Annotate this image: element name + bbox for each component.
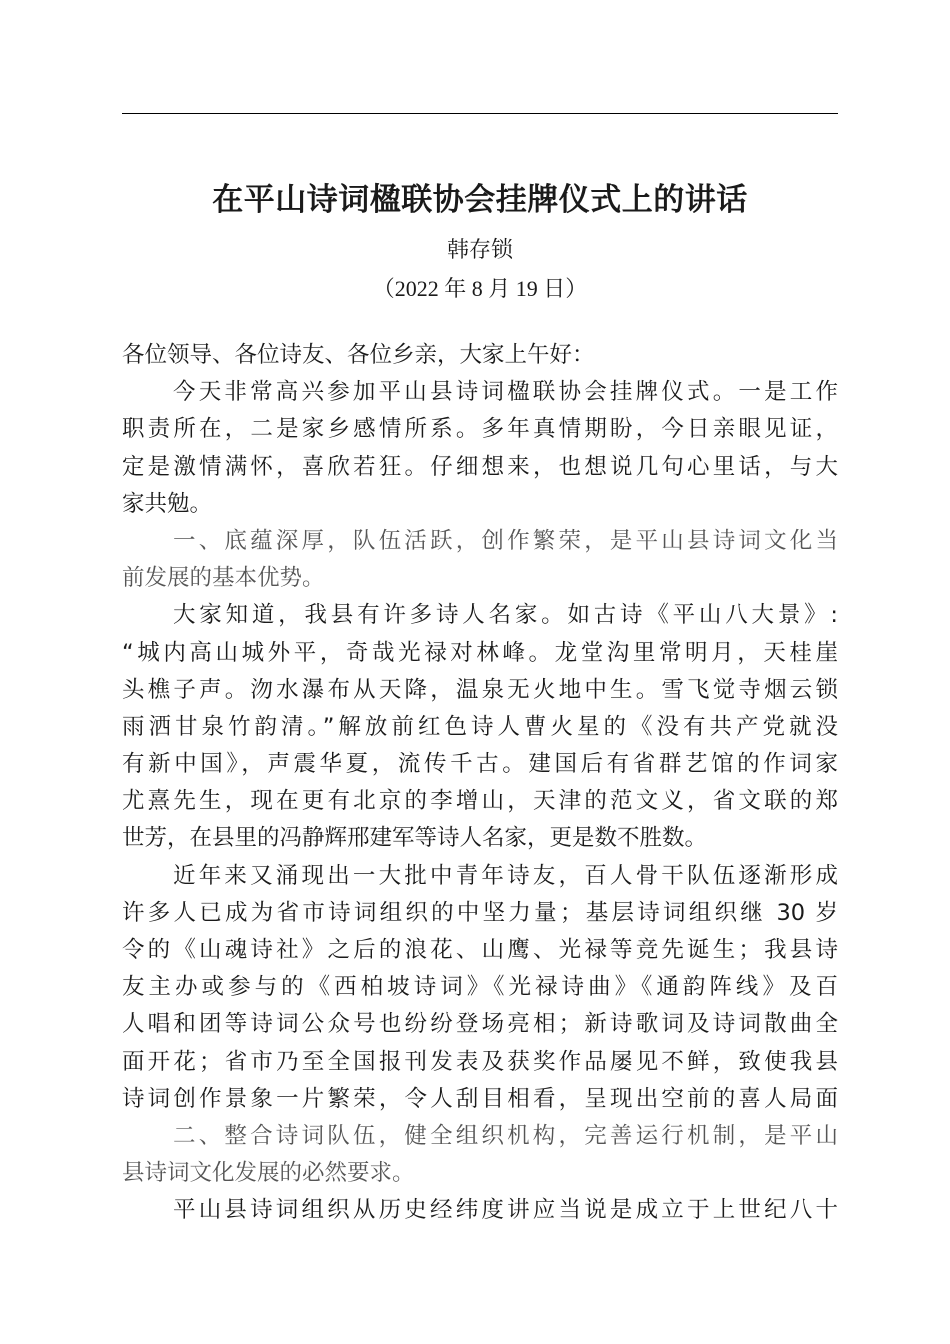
section-heading-line: 前发展的基本优势。: [122, 565, 325, 592]
text-line: 令的《山魂诗社》之后的浪花、山鹰、光禄等竞先诞生；我县诗: [122, 937, 838, 963]
date-close-paren: ）: [565, 277, 588, 302]
text-line: 面开花；省市乃至全国报刊发表及获奖作品屡见不鲜，致使我县: [122, 1048, 838, 1075]
text-line: 人唱和团等诗词公众号也纷纷登场亮相；新诗歌词及诗词散曲全: [122, 1011, 838, 1038]
speech-date: [122, 270, 838, 308]
document-page: [122, 170, 838, 1230]
text-line: 有新中国》，声震华夏，流传千古。建国后有省群艺馆的作词家: [122, 751, 838, 778]
text-line: “城内高山城外平，奇哉光禄对林峰。龙堂沟里常明月，天桂崖: [122, 639, 838, 666]
section-heading-line: 一、底蕴深厚，队伍活跃，创作繁荣，是平山县诗词文化当: [173, 527, 838, 554]
text-line: 友主办或参与的《西柏坡诗词》《光禄诗曲》《通韵阵线》及百: [122, 974, 838, 1001]
author-name: 韩存锁: [446, 238, 513, 263]
date-open-paren: （: [372, 277, 395, 302]
section-heading-line: 县诗词文化发展的必然要求。: [122, 1160, 415, 1187]
salutation-line: 各位领导、各位诗友、各位乡亲，大家上午好：: [122, 342, 595, 368]
text-line: 家共勉。: [122, 490, 213, 517]
speech-body: [122, 337, 838, 1230]
date-day-char: 日: [543, 277, 566, 302]
date-year-char: 年: [444, 277, 467, 302]
text-line: 大家知道，我县有许多诗人名家。如古诗《平山八大景》:: [173, 602, 838, 629]
text-line: 世芳，在县里的冯静辉邢建军等诗人名家，更是数不胜数。: [122, 825, 708, 852]
document-title: 在平山诗词楹联协会挂牌仪式上的讲话: [212, 182, 748, 218]
text-line: 诗词创作景象一片繁荣，令人刮目相看，呈现出空前的喜人局面: [122, 1085, 838, 1112]
date-year: 2022: [394, 276, 439, 301]
text-line: 尤熹先生，现在更有北京的李增山，天津的范文义，省文联的郑: [122, 788, 838, 815]
header-rule: [122, 113, 838, 114]
section-heading-line: 二、整合诗词队伍，健全组织机构，完善运行机制，是平山: [173, 1122, 838, 1149]
text-line: 定是激情满怀，喜欣若狂。仔细想来，也想说几句心里话，与大: [122, 453, 838, 480]
text-line: 雨洒甘泉竹韵清。”解放前红色诗人曹火星的《没有共产党就没: [122, 713, 838, 740]
date-month: 8: [471, 276, 483, 301]
text-line: 许多人已成为省市诗词组织的中坚力量；基层诗词组织继 30 岁: [122, 899, 838, 926]
text-line: 头樵子声。沕水瀑布从天降，温泉无火地中生。雪飞觉寺烟云锁: [122, 676, 838, 703]
date-month-char: 月: [488, 277, 511, 302]
text-line: 今天非常高兴参加平山县诗词楹联协会挂牌仪式。一是工作: [173, 379, 838, 406]
text-line: 职责所在，二是家乡感情所系。多年真情期盼，今日亲眼见证，: [122, 416, 838, 443]
text-line: 平山县诗词组织从历史经纬度讲应当说是成立于上世纪八十: [173, 1197, 838, 1224]
date-day: 19: [515, 276, 538, 301]
text-line: 近年来又涌现出一大批中青年诗友，百人骨干队伍逐渐形成: [173, 862, 838, 889]
